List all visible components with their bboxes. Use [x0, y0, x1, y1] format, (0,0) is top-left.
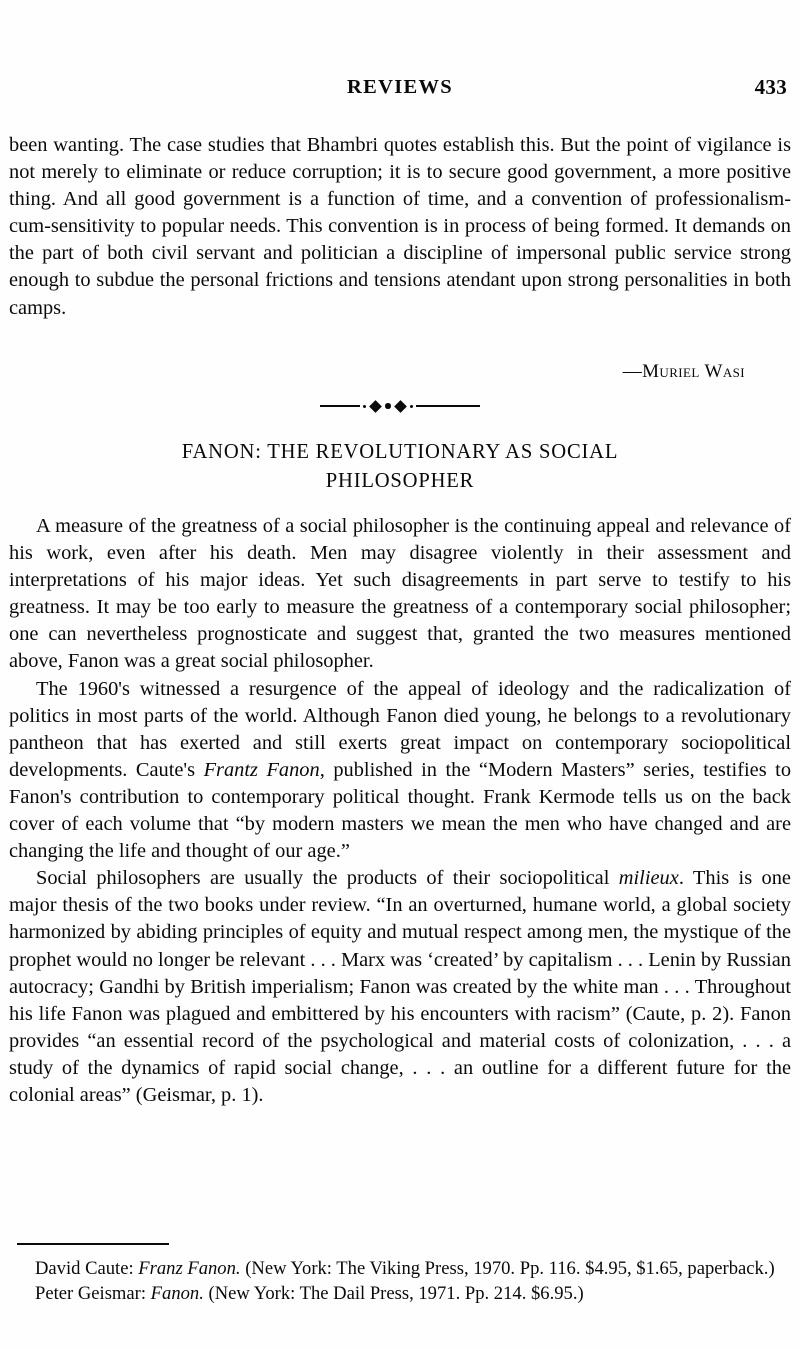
paragraph-3-part-a: Social philosophers are usually the products of their sociopolitical	[36, 867, 619, 890]
divider-line-right	[416, 405, 480, 407]
footnote-list	[9, 1256, 791, 1306]
footnote-1-title: Franz Fanon.	[138, 1258, 241, 1279]
footnote-item	[9, 1281, 791, 1306]
footnote-1-imprint: (New York: The Viking Press, 1970. Pp. 116. $4.95, $1.65, paperback.)	[240, 1258, 775, 1279]
review-one-continuation	[9, 132, 791, 322]
paragraph-3	[9, 865, 791, 1109]
paragraph-3-part-b: . This is one major thesis of the two books under review. “In an overturned, humane world, a global society harmonized by abiding principles of equity and mutual respect among men, the mystique of the prophet would no longer be relevant . . . Marx was ‘created’ by capitalism . . . Lenin by Russian autocracy; Gandhi by British imperialism; Fanon was created by the white man . . . Throughout his life Fanon was plagued and embittered by his encounters with racism” (Caute, p. 2). Fanon provides “an essential record of the psychological and material costs of colonization, . . . a study of the dynamics of rapid social change, . . . an outline for a different future for the colonial areas” (Geismar, p. 1).	[9, 867, 791, 1106]
footnote-rule	[17, 1243, 169, 1245]
divider-tiny-dot-right	[410, 405, 413, 408]
reviewer-name: —Muriel Wasi	[622, 361, 745, 382]
paragraph-2	[9, 676, 791, 866]
paragraph: been wanting. The case studies that Bhambri quotes establish this. But the point of vigilance is not merely to eliminate or reduce corruption; it is to secure good government, a more positive thing. And all good government is a function of time, and a convention of professionalism-cum-sensitivity to popular needs. This convention is in process of being formed. It demands on the part of both civil servant and politician a discipline of impersonal public service strong enough to subdue the personal frictions and tensions atendant upon strong personalities in both camps.	[9, 134, 791, 319]
reviewer-signature	[9, 359, 791, 385]
article-title-line-2: PHILOSOPHER	[325, 470, 475, 492]
footnote-2-title: Fanon.	[150, 1283, 204, 1305]
divider-line-left	[320, 405, 360, 407]
divider-tiny-dot-left	[363, 405, 366, 408]
divider-center-dot	[385, 403, 391, 409]
italic-term-milieux: milieux	[618, 867, 679, 890]
ornamental-divider	[9, 398, 791, 414]
article-body	[9, 513, 791, 1109]
footnote-2-imprint: (New York: The Dail Press, 1971. Pp. 214. $6.95.)	[203, 1283, 584, 1305]
page-content	[9, 0, 791, 1349]
running-head	[9, 74, 791, 100]
book-title-frantz-fanon: Frantz Fanon	[203, 758, 320, 781]
footnote-2-author: Peter Geismar:	[35, 1283, 151, 1305]
paragraph-1: A measure of the greatness of a social philosopher is the continuing appeal and relevance of his work, even after his death. Men may disagree violently in their assessment and interpretations of his major ideas. Yet such disagreements in part serve to testify to his greatness. It may be too early to measure the greatness of a contemporary social philosopher; one can nevertheless prognosticate and suggest that, granted the two measures mentioned above, Fanon was a great social philosopher.	[9, 515, 791, 673]
divider-diamond-left	[369, 400, 382, 413]
footnote-1-author: David Caute:	[35, 1258, 139, 1279]
running-head-title: REVIEWS	[347, 76, 453, 98]
article-title	[9, 438, 791, 496]
paragraph-2-part-a: The 1960's witnessed a resurgence of the appeal of ideology and the radicalization of politics in most parts of the world. Although Fanon died young, he belongs to a revolutionary pantheon that has exerted and still exerts great impact on contemporary sociopolitical developments. Caute's	[9, 677, 791, 781]
divider-diamond-right	[394, 400, 407, 413]
page-number: 433	[754, 75, 787, 99]
footnote-item	[9, 1256, 791, 1281]
paragraph-2-part-b: , published in the “Modern Masters” series, testifies to Fanon's contribution to contemporary political thought. Frank Kermode tells us on the back cover of each volume that “by modern masters we mean the men who have changed and are changing the life and thought of our age.”	[9, 758, 792, 863]
article-title-line-1: FANON: THE REVOLUTIONARY AS SOCIAL	[181, 441, 619, 463]
